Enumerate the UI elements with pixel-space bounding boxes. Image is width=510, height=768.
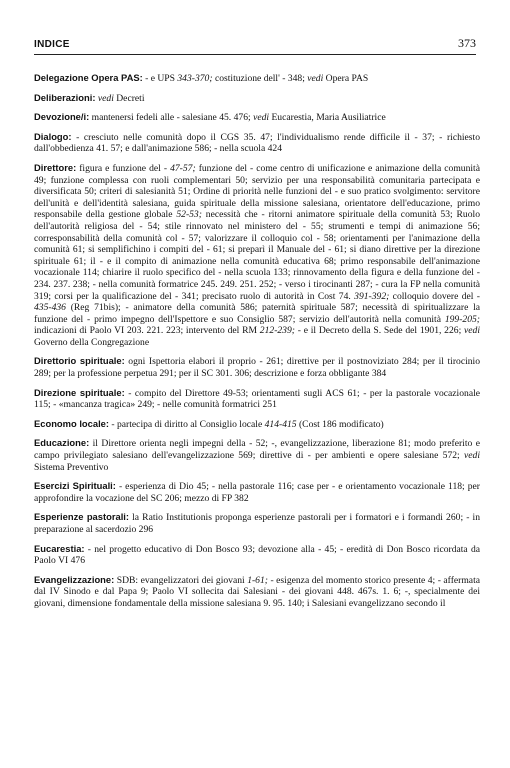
index-reference-italic: vedi — [307, 73, 324, 84]
index-reference-italic: 212-239; — [259, 325, 295, 337]
index-entry — [34, 511, 480, 535]
index-text: - e il Decreto della S. Sede del 1901, 226; — [294, 325, 465, 337]
index-reference-italic: 199-205; — [444, 313, 480, 325]
index-text: il Direttore orienta negli impegni della - 52; -, evangelizzazione, liberazione 81; modo preferito e campo privilegiato salesiano dell'evangelizzazione 569; direttive di - per ambienti e opere salesiane 572; — [34, 438, 480, 462]
index-text: - compito del Direttore 49-53; orientamenti sugli ACS 61; - per la pastorale vocazionale 115; - «mancanza tragica» 249; - nelle comunità formatrici 251 — [34, 387, 480, 411]
index-text: - esperienza di Dio 45; - nella pastorale 116; case per - e orientamento vocazionale 118; per approfondire la vocazione del SC 206; mezzo di FP 382 — [34, 481, 481, 504]
page-number: 373 — [458, 36, 476, 50]
index-term: Dialogo: — [34, 130, 72, 142]
index-reference-italic: 47-57; — [170, 162, 196, 174]
index-text: indicazioni di Paolo VI 203. 221. 223; intervento del RM — [34, 325, 260, 337]
index-text: (Cost 186 modificato) — [296, 418, 384, 430]
index-reference-italic: vedi — [464, 325, 480, 337]
index-text: Governo della Congregazione — [34, 336, 150, 348]
index-text: costituzione dell' - 348; — [212, 73, 308, 84]
index-text: - partecipa di diritto al Consiglio locale — [109, 418, 265, 430]
index-term: Educazione: — [34, 437, 90, 449]
index-entry — [34, 418, 480, 431]
index-term: Economo locale: — [34, 417, 110, 429]
index-reference-italic: 391-392; — [354, 290, 390, 302]
index-reference-italic: vedi — [97, 92, 114, 104]
index-text: Decreti — [113, 92, 145, 104]
index-term: Eucarestia: — [34, 542, 85, 554]
index-term: Devozione/i: — [34, 111, 90, 123]
index-entry — [34, 543, 480, 567]
index-reference-italic: 343-370; — [177, 73, 213, 84]
index-text: colloquio dovere del - — [389, 290, 480, 302]
index-text: - cresciuto nelle comunità dopo il CGS 35. 47; l'individualismo rende difficile il - 37; - richiesto dall'obbedienza 41. 57; e dall'animazione 586; - nella scuola 424 — [34, 131, 480, 155]
section-title: INDICE — [34, 39, 70, 50]
index-text: la Ratio Institutionis proponga esperienze pastorali per i formatori e i formandi 260; - in preparazione al sacerdozio 296 — [34, 512, 480, 535]
running-header — [34, 36, 476, 55]
index-term: Esperienze pastorali: — [34, 511, 130, 523]
index-reference-italic: vedi — [464, 450, 480, 462]
index-term: Direttorio spirituale: — [34, 355, 125, 367]
index-entry — [34, 480, 480, 504]
index-text: funzione del - come centro di unificazione e animazione della comunità 49; funzione complessa con ruoli complementari 50; servizio per una responsabilità comunitaria partecipata e diversificata 50; criteri di salesianità 51; Ordine di priorità nelle funzioni del - e suo pratico svolgimento: servitore dell'unità e dell'identità salesiana, guida spirituale della missione salesiana, orientatore dell'educazione, primo responsabile della gestione globale — [34, 162, 480, 221]
index-entry — [34, 131, 480, 155]
index-reference-italic: 414-415 — [264, 418, 297, 430]
index-entry — [34, 162, 480, 349]
index-text: Eucarestia, Maria Ausiliatrice — [269, 112, 386, 124]
index-text: Sistema Preventivo — [34, 461, 109, 473]
index-term: Esercizi Spirituali: — [34, 480, 116, 492]
index-text: - e UPS — [142, 73, 178, 84]
index-text: mantenersi fedeli alle - salesiane 45. 476; — [89, 112, 254, 124]
index-entry — [34, 72, 480, 85]
index-entries — [34, 72, 480, 617]
index-text: Opera PAS — [323, 73, 369, 84]
index-reference-italic: 1-61; — [247, 574, 268, 586]
index-term: Delegazione Opera PAS: — [34, 72, 143, 83]
index-text: SDB: evangelizzatori dei giovani — [114, 574, 248, 586]
index-text: ogni Ispettoria elabori il proprio - 261; direttive per il postnoviziato 284; per il tirocinio 289; per la professione perpetua 291; per il SC 301. 306; descrizione e forza obbligante 384 — [34, 356, 481, 380]
index-text: - nel progetto educativo di Don Bosco 93; devozione alla - 45; - eredità di Don Bosco ricordata da Paolo VI 476 — [34, 543, 480, 567]
index-text: necessità che - ritorni animatore spirituale della comunità 53; Ruolo dell'autorità religiosa del - 54; stile rinnovato nel ministero del - 55; strumenti e tempi di animazione 56; corresponsabilità della comunità col - 57; valorizzare il colloquio col - 58; orientamenti per l'animazione della comunità 61; si semplifichino i compiti del - 61; si preparì il Manuale del - 61; si diano direttive per la direzione spirituale 61; il - e il compito di animazione nella comunità educativa 68; primo responsabile dell'animazione vocazionale 114; chiarire il ruolo specifico del - nella scuola 133; rinnovamento della figura e della funzione del - 234. 237. 238; - nella comunità formatrice 245. 249. 251. 252; - verso i tirocinanti 287; - cura la FP nella comunità 319; corsi per la qualificazione del - 341; precisato ruolo di autorità in Cost 74. — [34, 209, 480, 302]
index-text: figura e funzione del - — [76, 162, 171, 174]
index-entry — [34, 355, 480, 379]
index-entry — [34, 574, 480, 610]
index-term: Direzione spirituale: — [34, 386, 125, 398]
index-entry — [34, 437, 480, 473]
index-entry — [34, 387, 480, 411]
index-reference-italic: vedi — [253, 112, 270, 124]
index-text: - esigenza del momento storico presente 4; - affermata dal IV Sinodo e dal Papa 9; Paolo VI sollecita dai Salesiani - dei giovani 448. 467s. 1. 6; -, specialmente dei giovani, dimensione fondamentale della missione salesiana 9. 95. 140; i Salesiani evangelizzano secondo il — [34, 574, 480, 609]
index-reference-italic: 52-53; — [176, 209, 202, 221]
index-term: Evangelizzazione: — [34, 573, 115, 585]
index-term: Deliberazioni: — [34, 91, 96, 103]
index-entry — [34, 111, 480, 124]
index-reference-italic: 435-436 — [34, 302, 66, 314]
index-entry — [34, 92, 480, 105]
index-text: (Reg 71bis); - animatore della comunità 586; paternità spirituale 587; necessità di spiritualizzare la funzione del - primo impegno dell'Ispettore e suo Consiglio 587; servizio dell'autorità nella comunità — [34, 302, 480, 325]
index-term: Direttore: — [34, 161, 77, 173]
